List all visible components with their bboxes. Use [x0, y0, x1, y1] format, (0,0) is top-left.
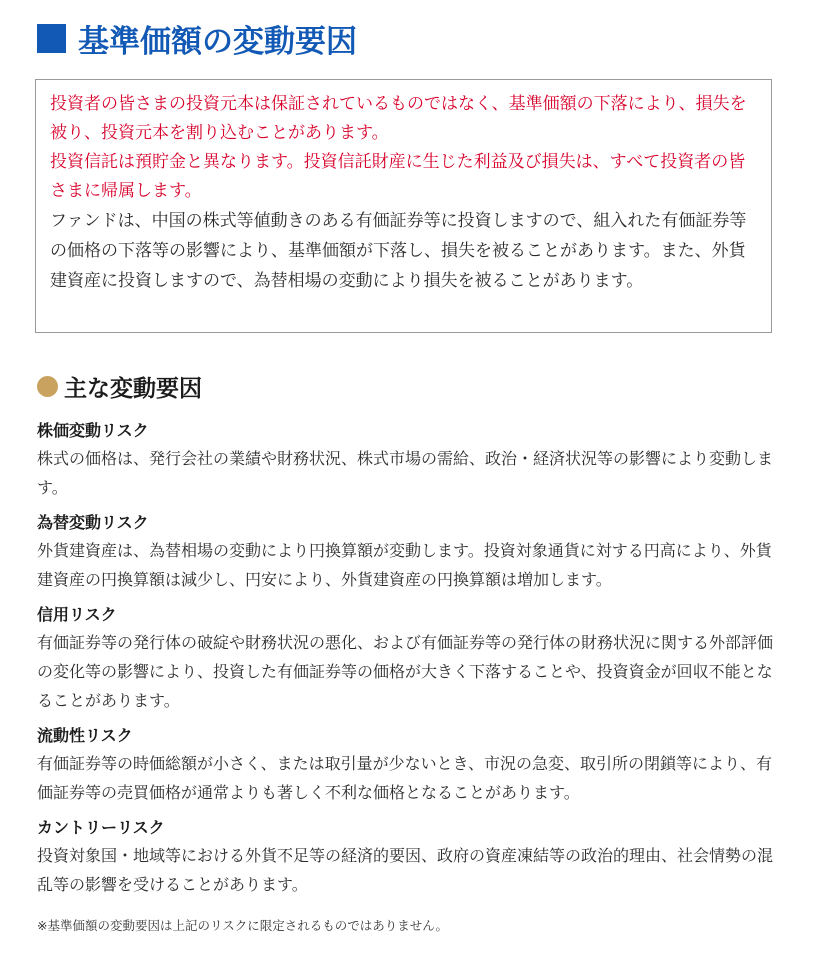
- risk-description: 有価証券等の発行体の破綻や財務状況の悪化、および有価証券等の発行体の財務状況に関する外部評価の変化等の影響により、投資した有価証券等の価格が大きく下落することや、投資資金が回収不能となることがあります。: [37, 633, 774, 710]
- section-heading: [37, 370, 202, 402]
- risk-description: 有価証券等の時価総額が小さく、または取引量が少ないとき、市況の急変、取引所の閉鎖等により、有価証券等の売買価格が通常よりも著しく不利な価格となることがあります。: [37, 754, 773, 802]
- risk-title: 流動性リスク: [37, 726, 133, 745]
- risk-item-country: [37, 815, 779, 899]
- risk-description: 外貨建資産は、為替相場の変動により円換算額が変動します。投資対象通貨に対する円高により、外貨建資産の円換算額は減少し、円安により、外貨建資産の円換算額は増加します。: [37, 541, 772, 589]
- risk-title: 為替変動リスク: [37, 513, 149, 532]
- section-title: 主な変動要因: [64, 375, 202, 402]
- header-square-icon: [37, 24, 66, 53]
- warning-not-deposit: 投資信託は預貯金と異なります。投資信託財産に生じた利益及び損失は、すべて投資者の皆さまに帰属します。: [50, 152, 746, 201]
- risk-title: カントリーリスク: [37, 818, 165, 837]
- risk-item-currency: [37, 510, 779, 594]
- notice-box: [35, 79, 772, 333]
- circle-bullet-icon: [37, 376, 58, 397]
- risk-description: 投資対象国・地域等における外貨不足等の経済的要因、政府の資産凍結等の政治的理由、社会情勢の混乱等の影響を受けることがあります。: [37, 846, 774, 894]
- page-header: [37, 18, 357, 58]
- risk-title: 株価変動リスク: [37, 421, 149, 440]
- warning-principal-not-guaranteed: 投資者の皆さまの投資元本は保証されているものではなく、基準価額の下落により、損失を被り、投資元本を割り込むことがあります。: [50, 94, 747, 143]
- footnote: ※基準価額の変動要因は上記のリスクに限定されるものではありません。: [37, 918, 448, 933]
- risk-description: 株式の価格は、発行会社の業績や財務状況、株式市場の需給、政治・経済状況等の影響により変動します。: [37, 449, 774, 497]
- risk-item-credit: [37, 602, 779, 715]
- risk-list: [37, 418, 779, 907]
- fund-risk-summary: ファンドは、中国の株式等値動きのある有価証券等に投資しますので、組入れた有価証券等の価格の下落等の影響により、基準価額が下落し、損失を被ることがあります。また、外貨建資産に投資しますので、為替相場の変動により損失を被ることがあります。: [50, 211, 747, 291]
- page-title: 基準価額の変動要因: [78, 23, 357, 60]
- risk-item-stock-price: [37, 418, 779, 502]
- risk-item-liquidity: [37, 723, 779, 807]
- risk-title: 信用リスク: [37, 605, 117, 624]
